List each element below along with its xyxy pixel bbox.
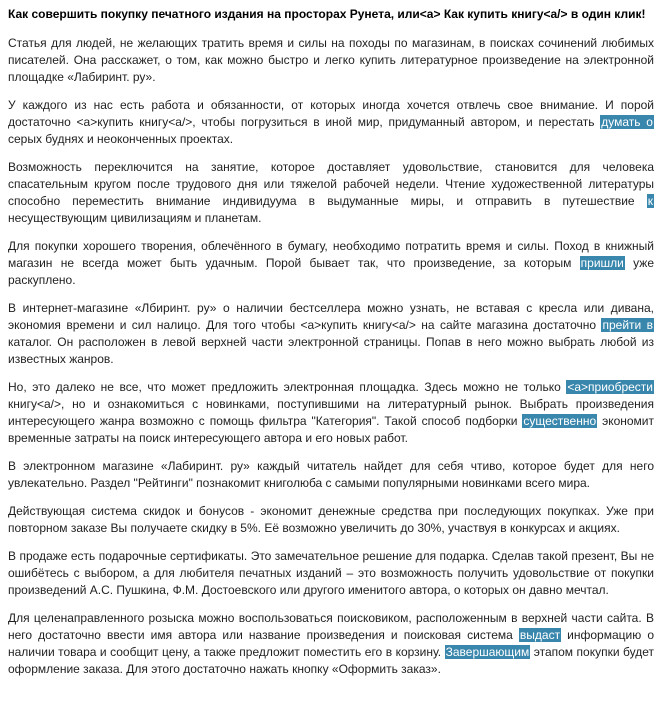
text-segment: книгу<a/>, но и ознакомиться с новинками, поступившими на литературный рынок. Выбрать произведения интересующего жанра возможно с помощь фильтра "Категория". Такой способ подборки <box>8 397 654 428</box>
paragraph <box>8 610 654 678</box>
paragraph <box>8 548 654 599</box>
text-segment: В продаже есть подарочные сертификаты. Это замечательное решение для подарка. Сделав такой презент, Вы не ошибётесь с выбором, а для любителя печатных изданий – это возможность получить удовольствие от покупки произведений А.С. Пушкина, Ф.М. Достоевского или другого именитого автора, о которых он давно мечтал. <box>8 549 654 597</box>
text-segment: серых буднях и неоконченных проектах. <box>8 132 234 146</box>
highlighted-term: к <box>647 194 653 208</box>
paragraph <box>8 238 654 289</box>
paragraph <box>8 97 654 148</box>
paragraph <box>8 35 654 86</box>
text-segment: Действующая система скидок и бонусов - экономит денежные средства при последующих покупках. Уже при повторном заказе Вы получаете скидку в 5%. Её возможно увеличить до 30%, участвуя в конкурсах и акциях. <box>8 504 654 535</box>
article-body <box>8 35 654 678</box>
text-segment: Но, это далеко не все, что может предложить электронная площадка. Здесь можно не только <box>8 380 567 394</box>
paragraph <box>8 300 654 368</box>
text-segment: Возможность переключится на занятие, которое доставляет удовольствие, становится для человека спасательным кругом после трудового дня или тяжелой рабочей недели. Чтение художественной литературы способно переместить внимание индивидуума в выдуманные миры, и отправить в путешествие <box>8 160 654 208</box>
highlighted-term: <a>приобрести <box>567 380 653 394</box>
highlighted-term: прейти в <box>602 318 653 332</box>
highlighted-term: существенно <box>523 414 597 428</box>
highlighted-term: пришли <box>580 256 624 270</box>
text-segment: этапом покупки будет оформление заказа. Для этого достаточно нажать кнопку «Оформить заказ». <box>8 645 654 676</box>
highlighted-term: выдаст <box>519 628 561 642</box>
text-segment: каталог. Он расположен в левой верхней части электронной страницы. Попав в него можно выбрать любой из известных жанров. <box>8 335 654 366</box>
article-title: Как совершить покупку печатного издания на просторах Рунета, или<a> Как купить книгу<a/> в один клик! <box>8 7 646 21</box>
text-segment: В интернет-магазине «Лбиринт. ру» о наличии бестселлера можно узнать, не вставая с кресла или дивана, экономия времени и сил налицо. Для того чтобы <a>купить книгу<a/> на сайте магазина достаточно <box>8 301 654 332</box>
paragraph <box>8 503 654 537</box>
text-segment: информацию о наличии товара и сообщит цену, а также предложит поместить его в корзину. <box>8 628 654 659</box>
paragraph <box>8 458 654 492</box>
highlighted-term: думать о <box>601 115 653 129</box>
highlighted-term: Завершающим <box>445 645 530 659</box>
text-segment: экономит временные затраты на поиск интересующего автора и его новых работ. <box>8 414 655 445</box>
text-segment: уже раскуплено. <box>8 256 655 287</box>
paragraph <box>8 379 654 447</box>
text-segment: У каждого из нас есть работа и обязанности, от которых иногда хочется отвлечь свое внимание. И порой достаточно <a>купить книгу<a/>, чтобы погрузиться в иной мир, придуманный автором, и перестать <box>8 98 654 129</box>
text-segment: В электронном магазине «Лабиринт. ру» каждый читатель найдет для себя чтиво, которое будет для него увлекательно. Раздел "Рейтинги" познакомит книголюба с самыми популярными новинками всего мира. <box>8 459 654 490</box>
text-segment: Статья для людей, не желающих тратить время и силы на походы по магазинам, в поисках сочинений любимых писателей. Она расскажет, о том, как можно быстро и легко купить литературное произведение на электронной площадке «Лабиринт. ру». <box>8 36 654 84</box>
text-segment: Для покупки хорошего творения, облечённого в бумагу, необходимо потратить время и силы. Поход в книжный магазин не всегда может быть удачным. Порой бывает так, что произведение, за которым <box>8 239 654 270</box>
text-segment: несуществующим цивилизациям и планетам. <box>8 211 262 225</box>
text-segment: Для целенаправленного розыска можно воспользоваться поисковиком, расположенным в верхней части сайта. В него достаточно ввести имя автора или название произведения и поисковая система <box>8 611 654 642</box>
paragraph <box>8 159 654 227</box>
